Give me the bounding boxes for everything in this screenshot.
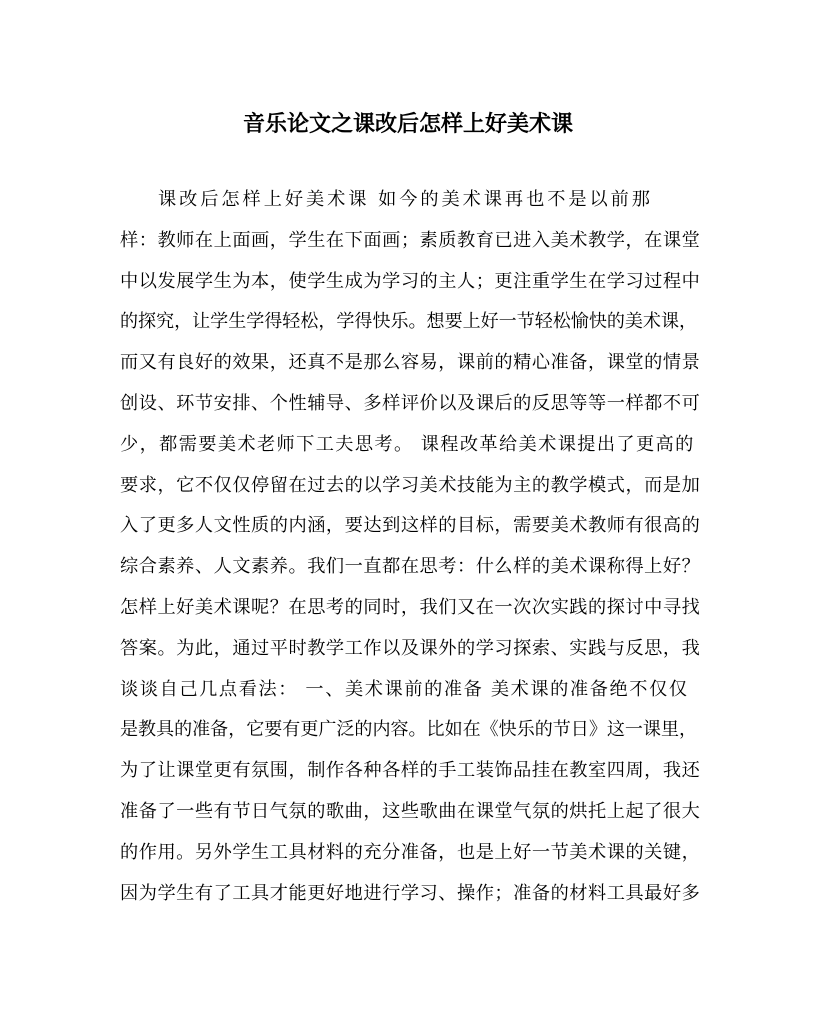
text-line bbox=[120, 629, 700, 670]
text-line bbox=[120, 466, 700, 507]
text-line-content: 要求，它不仅仅停留在过去的以学习美术技能为主的教学模式，而是加 bbox=[120, 474, 701, 496]
text-line-content: 为了让课堂更有氛围，制作各种各样的手工装饰品挂在教室四周，我还 bbox=[120, 760, 701, 782]
text-line bbox=[120, 302, 700, 343]
text-line bbox=[120, 833, 700, 874]
text-line-content: 因为学生有了工具才能更好地进行学习、操作；准备的材料工具最好多 bbox=[120, 882, 701, 904]
text-line bbox=[120, 425, 700, 466]
text-line-content: 而又有良好的效果，还真不是那么容易，课前的精心准备，课堂的情景 bbox=[120, 352, 701, 374]
text-line-content: 创设、环节安排、个性辅导、多样评价以及课后的反思等等一样都不可 bbox=[120, 392, 701, 414]
text-line-content: 样：教师在上面画，学生在下面画；素质教育已进入美术教学，在课堂 bbox=[120, 229, 701, 251]
text-line bbox=[120, 874, 700, 915]
document-body bbox=[120, 180, 700, 914]
text-line bbox=[120, 751, 700, 792]
text-line-content: 怎样上好美术课呢？在思考的同时，我们又在一次次实践的探讨中寻找 bbox=[120, 596, 701, 618]
text-line-content: 入了更多人文性质的内涵，要达到这样的目标，需要美术教师有很高的 bbox=[120, 515, 701, 537]
text-line bbox=[120, 262, 700, 303]
text-line bbox=[120, 221, 700, 262]
text-line bbox=[120, 710, 700, 751]
text-line-content: 谈谈自己几点看法： 一、美术课前的准备 美术课的准备绝不仅仅 bbox=[120, 678, 689, 700]
text-line bbox=[120, 506, 700, 547]
text-line-content: 准备了一些有节日气氛的歌曲，这些歌曲在课堂气氛的烘托上起了很大 bbox=[120, 800, 701, 822]
text-line-content: 少，都需要美术老师下工夫思考。 课程改革给美术课提出了更高的 bbox=[120, 433, 695, 455]
text-line bbox=[120, 180, 700, 221]
text-line-content: 课改后怎样上好美术课 如今的美术课再也不是以前那 bbox=[158, 189, 653, 210]
text-line-content: 答案。为此，通过平时教学工作以及课外的学习探索、实践与反思，我 bbox=[120, 637, 701, 659]
text-line-content: 的探究，让学生学得轻松，学得快乐。想要上好一节轻松愉快的美术课， bbox=[120, 311, 698, 333]
text-line bbox=[120, 792, 700, 833]
text-line-content: 的作用。另外学生工具材料的充分准备，也是上好一节美术课的关键， bbox=[120, 841, 701, 863]
text-line-content: 中以发展学生为本，使学生成为学习的主人；更注重学生在学习过程中 bbox=[120, 270, 701, 292]
text-line bbox=[120, 547, 700, 588]
text-line bbox=[120, 343, 700, 384]
text-line bbox=[120, 588, 700, 629]
text-line-content: 综合素养、人文素养。我们一直都在思考：什么样的美术课称得上好？ bbox=[120, 556, 701, 578]
text-line bbox=[120, 670, 700, 711]
text-line bbox=[120, 384, 700, 425]
text-line-content: 是教具的准备，它要有更广泛的内容。比如在《快乐的节日》这一课里， bbox=[120, 719, 698, 741]
document-title: 音乐论文之课改后怎样上好美术课 bbox=[242, 111, 573, 137]
